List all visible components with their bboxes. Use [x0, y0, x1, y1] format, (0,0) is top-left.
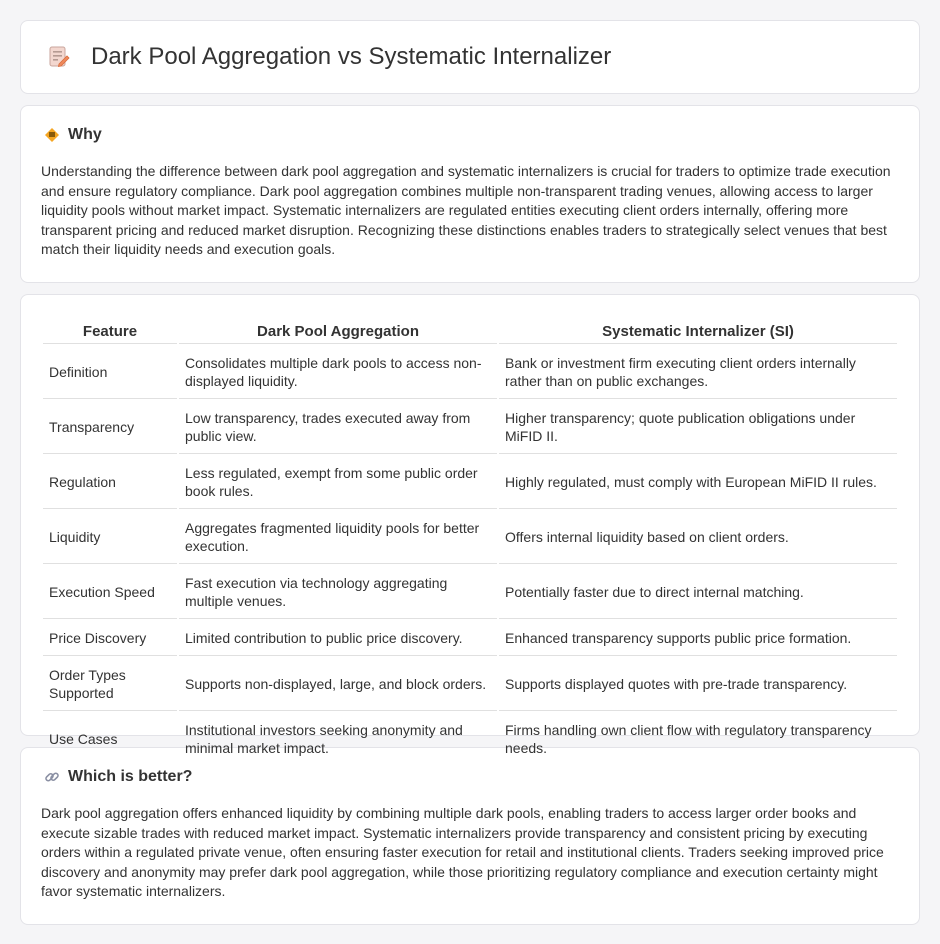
table-row: [43, 346, 897, 399]
si-cell: Highly regulated, must comply with European MiFID II rules.: [499, 456, 897, 509]
why-section: [20, 105, 920, 283]
page-title: Dark Pool Aggregation vs Systematic Internalizer: [91, 43, 612, 70]
si-cell: Enhanced transparency supports public price formation.: [499, 621, 897, 656]
which-better-section: [20, 747, 920, 925]
table-row: [43, 511, 897, 564]
header-feature: Feature: [43, 319, 177, 344]
table-row: [43, 401, 897, 454]
table-row: [43, 456, 897, 509]
title-card: [20, 20, 920, 94]
table-row: [43, 566, 897, 619]
diamond-warning-icon: [44, 127, 60, 143]
si-cell: Firms handling own client flow with regulatory transparency needs.: [499, 713, 897, 766]
si-cell: Higher transparency; quote publication obligations under MiFID II.: [499, 401, 897, 454]
feature-cell: Definition: [43, 346, 177, 399]
dark-pool-cell: Supports non-displayed, large, and block orders.: [179, 658, 497, 711]
dark-pool-cell: Fast execution via technology aggregating multiple venues.: [179, 566, 497, 619]
which-better-text: Dark pool aggregation offers enhanced liquidity by combining multiple dark pools, enabling traders to access larger order books and execute sizable trades with reduced market impact. Systematic internalizers provide transparency and consistent pricing by executing orders within a regulated private venue, often ensuring faster execution for retail and institutional clients. Traders seeking improved price discovery and anonymity may prefer dark pool aggregation, while those prioritizing regulatory compliance and execution certainty might favor systematic internalizers.: [41, 805, 884, 899]
comparison-table: [41, 317, 899, 768]
document-edit-icon: [47, 45, 71, 69]
feature-cell: Regulation: [43, 456, 177, 509]
dark-pool-cell: Low transparency, trades executed away from public view.: [179, 401, 497, 454]
feature-cell: Liquidity: [43, 511, 177, 564]
why-heading: Why: [68, 126, 102, 143]
header-si: Systematic Internalizer (SI): [499, 319, 897, 344]
table-row: [43, 658, 897, 711]
dark-pool-cell: Less regulated, exempt from some public order book rules.: [179, 456, 497, 509]
feature-cell: Execution Speed: [43, 566, 177, 619]
comparison-card: [20, 294, 920, 756]
feature-cell: Order Types Supported: [43, 658, 177, 711]
feature-cell: Price Discovery: [43, 621, 177, 656]
table-row: [43, 621, 897, 656]
header-dark-pool: Dark Pool Aggregation: [179, 319, 497, 344]
why-text: Understanding the difference between dark pool aggregation and systematic internalizers is crucial for traders to optimize trade execution and ensure regulatory compliance. Dark pool aggregation combines multiple non-transparent trading venues, allowing access to larger liquidity pools without market impact. Systematic internalizers are regulated entities executing client orders internally, offering more transparent pricing and reduced market disruption. Recognizing these distinctions enables traders to strategically select venues that best match their liquidity needs and execution goals.: [41, 163, 891, 257]
si-cell: Supports displayed quotes with pre-trade transparency.: [499, 658, 897, 711]
dark-pool-cell: Limited contribution to public price discovery.: [179, 621, 497, 656]
dark-pool-cell: Aggregates fragmented liquidity pools for better execution.: [179, 511, 497, 564]
feature-cell: Use Cases: [43, 713, 177, 766]
si-cell: Bank or investment firm executing client orders internally rather than on public exchanges.: [499, 346, 897, 399]
table-header-row: [43, 319, 897, 344]
dark-pool-cell: Consolidates multiple dark pools to access non-displayed liquidity.: [179, 346, 497, 399]
si-cell: Offers internal liquidity based on client orders.: [499, 511, 897, 564]
si-cell: Potentially faster due to direct internal matching.: [499, 566, 897, 619]
feature-cell: Transparency: [43, 401, 177, 454]
dark-pool-cell: Institutional investors seeking anonymity and minimal market impact.: [179, 713, 497, 766]
which-better-heading: Which is better?: [68, 768, 193, 785]
link-icon: [44, 769, 60, 785]
